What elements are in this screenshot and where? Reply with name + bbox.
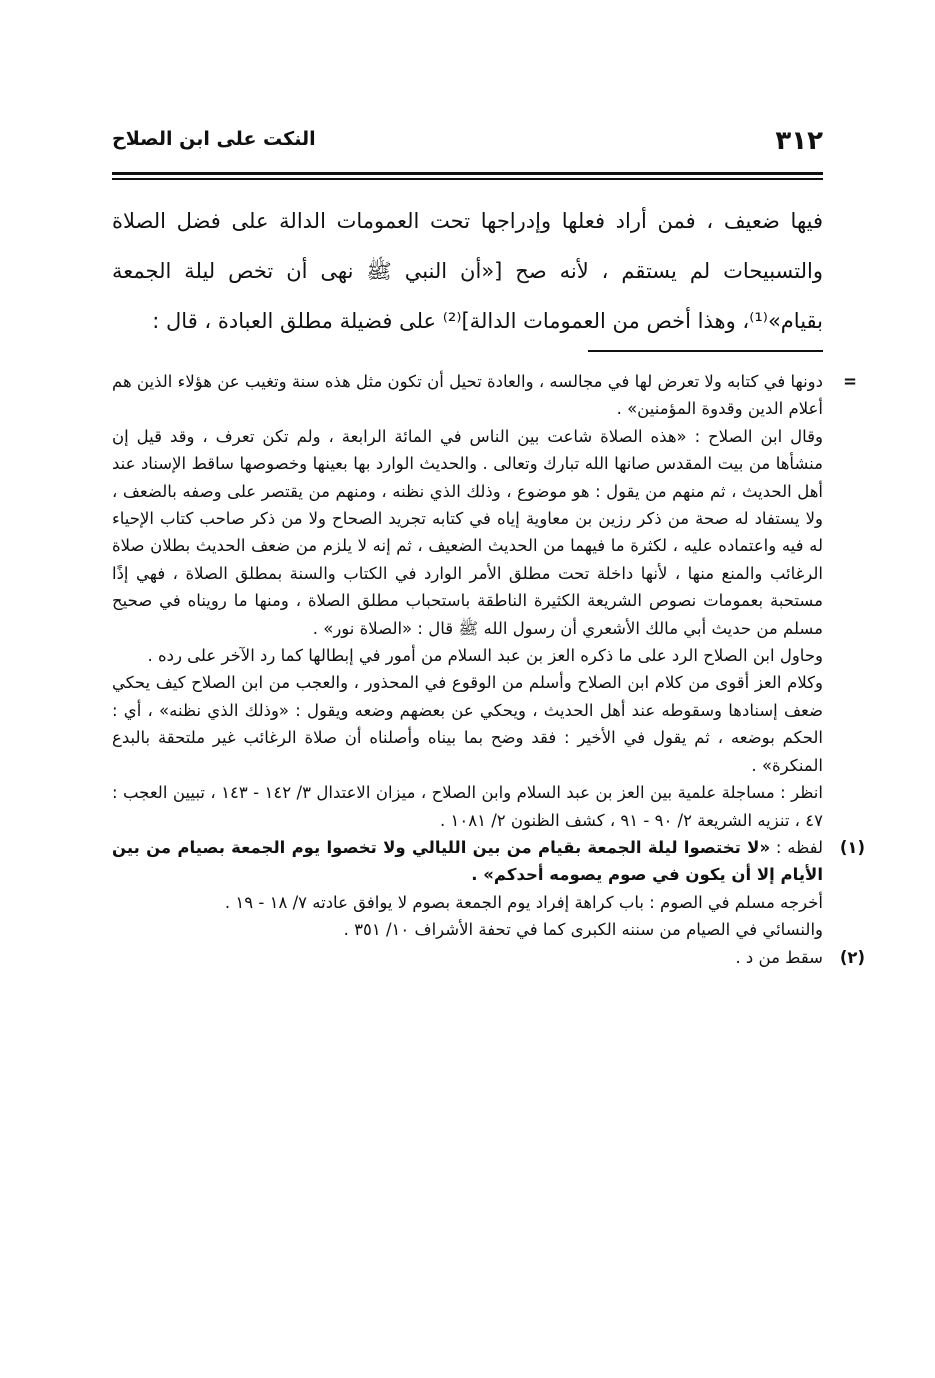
continued-footnote <box>112 368 857 834</box>
footnote-number: (٢) <box>839 947 865 967</box>
page-number: ٣١٢ <box>775 126 823 156</box>
footnote-intro: لفظه : <box>775 837 824 857</box>
continuation-paragraph: وقال ابن الصلاح : «هذه الصلاة شاعت بين الناس في المائة الرابعة ، ولم تكن تعرف ، وقد قيل إن منشأها من بيت المقدس صانها الله تبارك وتعالى . والحديث الوارد بها بعينها وخصوصها ساقط الإسناد عند أهل الحديث ، ثم منهم من يقول : هو موضوع ، وذلك الذي نظنه ، ومنهم من يقتصر على وصفه بالضعف ، ولا يستفاد له صحة من ذكر رزين بن معاوية إياه في كتابه تجريد الصحاح ولا من ذكر صاحب كتاب الإحياء له فيه واعتماده عليه ، لكثرة ما فيهما من الحديث الضعيف ، ثم إنه لا يلزم من ضعف الحديث بطلان صلاة الرغائب والمنع منها ، لأنها داخلة تحت مطلق الأمر الوارد في الكتاب والسنة بمطلق الصلاة ، فهي إذًا مستحبة بعمومات نصوص الشريعة الكثيرة الناطقة باستحباب مطلق الصلاة ، ومنها ما رويناه في صحيح مسلم من حديث أبي مالك الأشعري أن رسول الله ﷺ قال : «الصلاة نور» . <box>112 426 823 638</box>
footnote-1 <box>112 834 865 944</box>
continuation-marker: = <box>843 372 857 391</box>
continuation-paragraph: وحاول ابن الصلاح الرد على ما ذكره العز بن عبد السلام من أمور في إبطالها كما رد الآخر على رده . <box>147 646 823 666</box>
main-text <box>112 196 823 346</box>
running-title: النكت على ابن الصلاح <box>112 128 316 150</box>
footnote-text: سقط من د . <box>735 947 823 967</box>
footnote-2 <box>112 944 865 971</box>
main-paragraph: فيها ضعيف ، فمن أراد فعلها وإدراجها تحت العمومات الدالة على فضل الصلاة والتسبيحات لم يستقم ، لأنه صح [«أن النبي ﷺ نهى أن تخص ليلة الجمعة بقيام»⁽¹⁾، وهذا أخص من العمومات الدالة]⁽²⁾ على فضيلة مطلق العبادة ، قال : <box>112 209 823 333</box>
hadith-quote: «لا تختصوا ليلة الجمعة بقيام من بين الليالي ولا تخصوا يوم الجمعة بصيام من بين الأيام إلا أن يكون في صوم يصومه أحدكم» . <box>112 837 823 885</box>
continuation-paragraph: انظر : مساجلة علمية بين العز بن عبد السلام وابن الصلاح ، ميزان الاعتدال ٣/ ١٤٢ - ١٤٣ ، تبيين العجب : ٤٧ ، تنزيه الشريعة ٢/ ٩٠ - ٩١ ، كشف الظنون ٢/ ١٠٨١ . <box>112 783 823 830</box>
footnote-number: (١) <box>839 837 865 857</box>
footnotes-area <box>112 368 865 971</box>
continuation-paragraph: دونها في كتابه ولا تعرض لها في مجالسه ، والعادة تحيل أن تكون مثل هذه سنة وتغيب عن هؤلاء الذين هم أعلام الدين وقدوة المؤمنين» . <box>112 372 823 419</box>
footnote-line: والنسائي في الصيام من سننه الكبرى كما في تحفة الأشراف ١٠/ ٣٥١ . <box>343 920 823 940</box>
continuation-paragraph: وكلام العز أقوى من كلام ابن الصلاح وأسلم من الوقوع في المحذور ، والعجب من ابن الصلاح كيف يحكي ضعف إسنادها وسقوطه عند أهل الحديث ، ويحكي عن بعضهم وضعه ويقول : «وذلك الذي نظنه» ، أي : الحكم بوضعه ، ثم يقول في الأخير : فقد وضح بما بيناه وأصلناه أن صلاة الرغائب غير ملتحقة بالبدع المنكرة» . <box>112 673 823 775</box>
header-rule-thick <box>112 172 823 175</box>
page-header <box>112 118 823 164</box>
footnote-line: أخرجه مسلم في الصوم : باب كراهة إفراد يوم الجمعة بصوم لا يوافق عادته ٧/ ١٨ - ١٩ . <box>224 892 823 912</box>
footnote-separator <box>588 350 823 352</box>
footnote-text <box>112 834 823 889</box>
header-rule-thin <box>112 178 823 180</box>
